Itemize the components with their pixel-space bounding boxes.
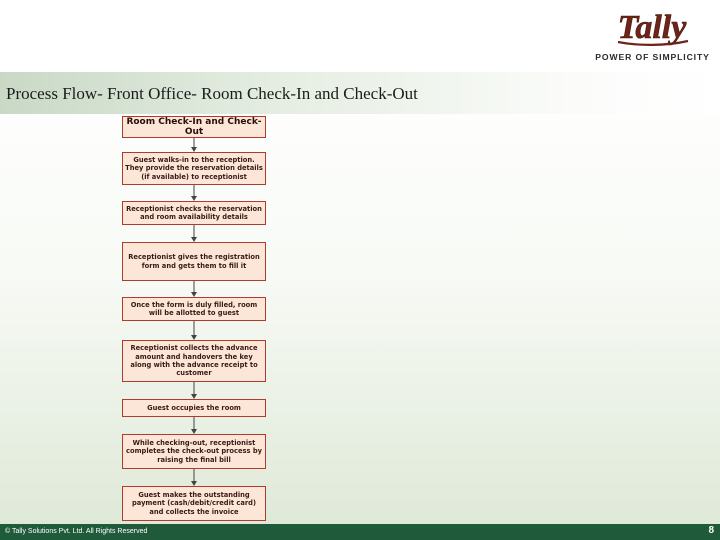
flow-step-box: Once the form is duly filled, room will be allotted to guest [122,297,266,321]
slide-title: Process Flow- Front Office- Room Check-In and Check-Out [6,84,418,103]
flow-arrow [188,382,200,399]
slide-background [0,72,720,524]
logo-tagline: POWER OF SIMPLICITY [595,52,710,62]
flow-step-box: Receptionist checks the reservation and room availability details [122,201,266,225]
flow-step-box: Receptionist collects the advance amount and handovers the key along with the advance receipt to customer [122,340,266,382]
flow-arrow [188,469,200,486]
flow-step-box: Guest walks-in to the reception. They provide the reservation details (if available) to receptionist [122,152,266,185]
flow-arrow [188,185,200,201]
flow-arrow [188,417,200,434]
flow-header-box: Room Check-In and Check-Out [122,116,266,138]
flow-arrow [188,281,200,297]
tally-logo-mark [612,6,692,50]
tally-logo [590,6,715,66]
flow-arrow [188,321,200,340]
flow-step-box: While checking-out, receptionist completes the check-out process by raising the final bill [122,434,266,469]
flow-step-box: Receptionist gives the registration form and gets them to fill it [122,242,266,281]
copyright-text: © Tally Solutions Pvt. Ltd. All Rights Reserved [5,528,148,535]
flow-step-box: Guest occupies the room [122,399,266,417]
page-number: 8 [708,525,714,536]
flow-step-box: Guest makes the outstanding payment (cash/debit/credit card) and collects the invoice [122,486,266,521]
tally-wordmark: Tally [617,9,687,46]
flow-arrow [188,138,200,152]
flow-arrow [188,225,200,242]
